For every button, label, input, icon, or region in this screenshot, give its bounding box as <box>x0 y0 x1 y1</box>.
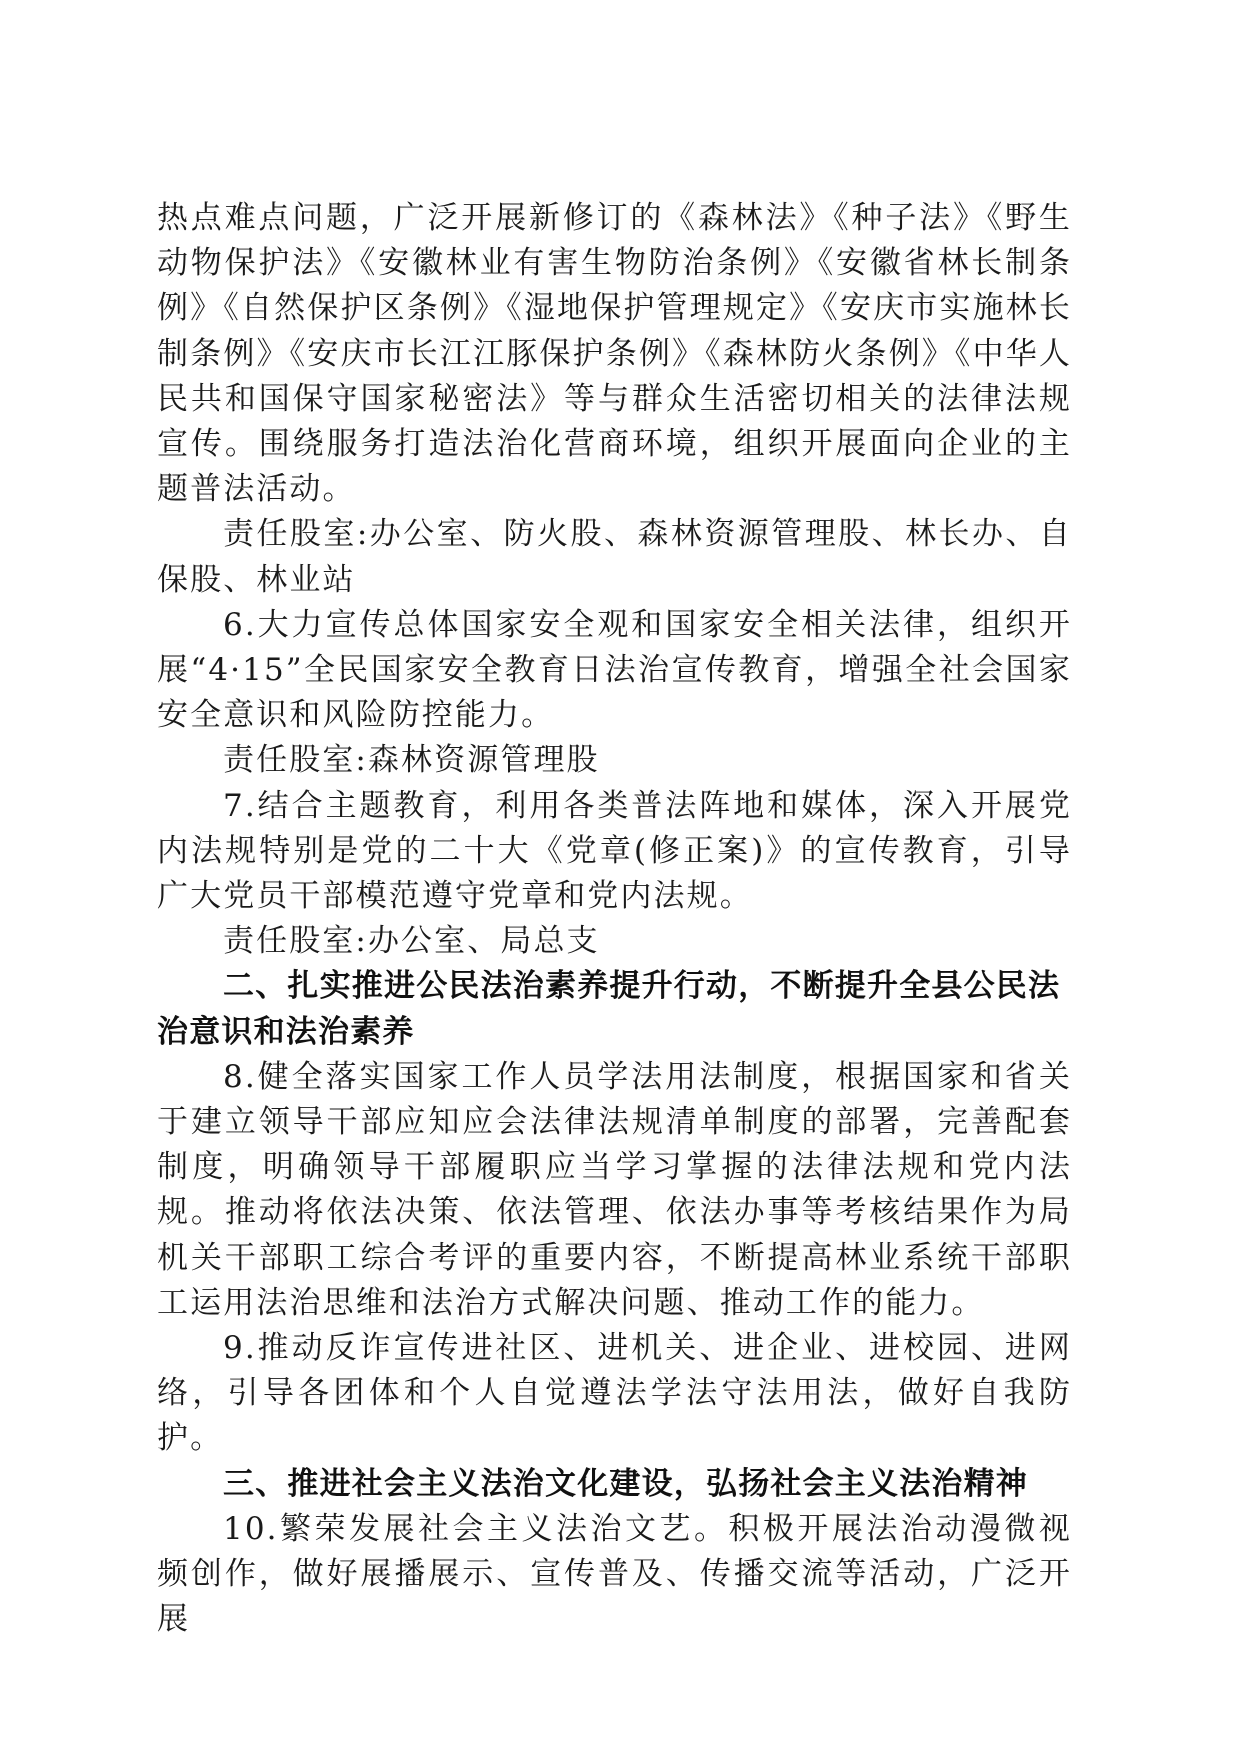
responsible-departments-line: 责任股室:森林资源管理股 <box>223 742 600 779</box>
section-heading-2: 二、扎实推进公民法治素养提升行动，不断提升全县公民法治意识和法治素养 <box>157 968 1061 1050</box>
item-6-national-security: 6.大力宣传总体国家安全观和国家安全相关法律，组织开展“4·15”全民国家安全教育日法治宣传教育，增强全社会国家安全意识和风险防控能力。 <box>157 606 1072 734</box>
responsible-departments-line: 责任股室:办公室、局总支 <box>223 923 600 960</box>
section-heading-3: 三、推进社会主义法治文化建设，弘扬社会主义法治精神 <box>223 1465 1028 1502</box>
item-8-study-law-system: 8.健全落实国家工作人员学法用法制度，根据国家和省关于建立领导干部应知应会法律法规清单制度的部署，完善配套制度，明确领导干部履职应当学习掌握的法律法规和党内法规。推动将依法决策、依法管理、依法办事等考核结果作为局机关干部职工综合考评的重要内容，不断提高林业系统干部职工运用法治思维和法治方式解决问题、推动工作的能力。 <box>157 1058 1072 1321</box>
paragraph-forestry-law-publicity: 热点难点问题，广泛开展新修订的《森林法》《种子法》《野生动物保护法》《安徽林业有害生物防治条例》《安徽省林长制条例》《自然保护区条例》《湿地保护管理规定》《安庆市实施林长制条例》《安庆市长江江豚保护条例》《森林防火条例》《中华人民共和国保守国家秘密法》等与群众生活密切相关的法律法规宣传。围绕服务打造法治化营商环境，组织开展面向企业的主题普法活动。 <box>157 200 1072 508</box>
document-page <box>157 196 1072 1643</box>
responsible-departments-line: 责任股室:办公室、防火股、森林资源管理股、林长办、自保股、林业站 <box>157 516 1072 598</box>
item-9-anti-fraud: 9.推动反诈宣传进社区、进机关、进企业、进校园、进网络，引导各团体和个人自觉遵法学法守法用法，做好自我防护。 <box>157 1330 1072 1457</box>
item-10-legal-culture: 10.繁荣发展社会主义法治文艺。积极开展法治动漫微视频创作，做好展播展示、宣传普及、传播交流等活动，广泛开展 <box>157 1510 1072 1638</box>
item-7-party-regulations: 7.结合主题教育，利用各类普法阵地和媒体，深入开展党内法规特别是党的二十大《党章(修正案)》的宣传教育，引导广大党员干部模范遵守党章和党内法规。 <box>157 787 1072 915</box>
